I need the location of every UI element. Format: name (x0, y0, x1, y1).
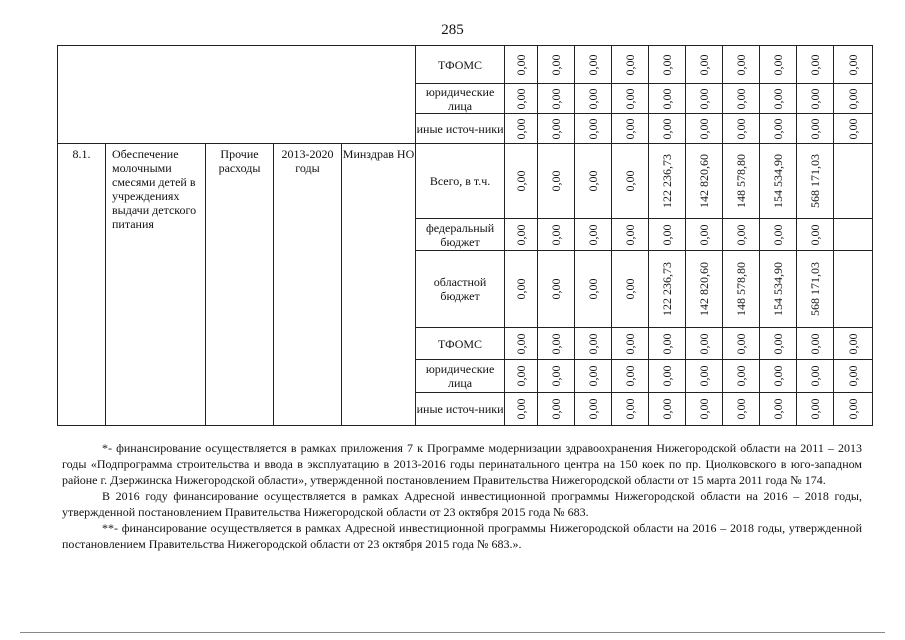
value-cell (505, 360, 538, 393)
value-cell (723, 46, 760, 84)
value-text: 0,00 (514, 88, 529, 109)
value-cell (538, 219, 575, 251)
value-text: 0,00 (771, 224, 786, 245)
value-cell (575, 219, 612, 251)
funding-source-cell: иные источ-ники (416, 393, 505, 426)
value-text: 0,00 (586, 88, 601, 109)
funding-source-cell: областной бюджет (416, 251, 505, 328)
value-text: 0,00 (514, 333, 529, 354)
value-text: 0,00 (623, 224, 638, 245)
value-cell (797, 360, 834, 393)
value-text: 0,00 (697, 365, 712, 387)
value-text: 0,00 (846, 118, 861, 139)
funding-source-cell: Всего, в т.ч. (416, 144, 505, 219)
value-cell (505, 144, 538, 219)
footnotes (62, 440, 862, 552)
continuation-blank-cell (58, 46, 416, 144)
expense-type-cell: Прочие расходы (206, 144, 274, 426)
value-text: 0,00 (549, 365, 564, 387)
value-text: 142 820,60 (697, 262, 712, 316)
value-cell (538, 84, 575, 114)
value-cell (723, 219, 760, 251)
value-text: 568 171,03 (808, 154, 823, 208)
value-cell (505, 251, 538, 328)
value-cell (686, 219, 723, 251)
value-text: 0,00 (549, 170, 564, 192)
value-cell (505, 219, 538, 251)
value-text: 0,00 (549, 224, 564, 245)
value-text: 0,00 (697, 54, 712, 75)
value-cell (723, 393, 760, 426)
value-cell (575, 328, 612, 360)
value-text: 0,00 (514, 54, 529, 75)
page-number: 285 (441, 22, 464, 38)
value-cell (760, 328, 797, 360)
value-text: 0,00 (660, 224, 675, 245)
value-text: 0,00 (734, 224, 749, 245)
value-cell (575, 84, 612, 114)
value-text: 0,00 (623, 88, 638, 109)
value-cell (797, 393, 834, 426)
value-cell (834, 46, 873, 84)
value-cell (686, 251, 723, 328)
value-text: 0,00 (514, 278, 529, 300)
value-cell (760, 251, 797, 328)
value-cell (834, 114, 873, 144)
value-cell (575, 114, 612, 144)
item-name-cell: Обеспечение молочными смесями детей в учреждениях выдачи детского питания (106, 144, 206, 426)
value-cell (612, 46, 649, 84)
value-text: 0,00 (660, 88, 675, 109)
value-text: 0,00 (808, 365, 823, 387)
value-cell (649, 328, 686, 360)
value-text: 0,00 (808, 54, 823, 75)
value-cell (649, 84, 686, 114)
value-text: 154 534,90 (771, 154, 786, 208)
value-text: 122 236,73 (660, 154, 675, 208)
value-text: 0,00 (514, 118, 529, 139)
value-cell (505, 328, 538, 360)
value-cell (760, 46, 797, 84)
value-text: 0,00 (771, 54, 786, 75)
value-text: 154 534,90 (771, 262, 786, 316)
value-cell (538, 393, 575, 426)
value-text: 0,00 (514, 398, 529, 420)
value-text: 0,00 (771, 333, 786, 354)
value-cell (686, 46, 723, 84)
value-cell (612, 144, 649, 219)
value-cell (723, 84, 760, 114)
period-cell: 2013-2020 годы (274, 144, 342, 426)
value-cell (575, 251, 612, 328)
value-text: 0,00 (808, 398, 823, 420)
value-text: 0,00 (697, 398, 712, 420)
funding-source-cell: иные источ-ники (416, 114, 505, 144)
value-text: 0,00 (549, 54, 564, 75)
value-text: 0,00 (623, 278, 638, 300)
value-cell (649, 219, 686, 251)
value-cell (760, 393, 797, 426)
value-cell (612, 393, 649, 426)
value-text: 0,00 (808, 333, 823, 354)
value-text: 0,00 (808, 224, 823, 245)
value-text: 0,00 (586, 333, 601, 354)
value-text: 0,00 (734, 54, 749, 75)
value-text: 0,00 (660, 54, 675, 75)
value-cell (797, 144, 834, 219)
value-text: 0,00 (771, 398, 786, 420)
value-cell (760, 84, 797, 114)
funding-source-cell: федеральный бюджет (416, 219, 505, 251)
value-cell (797, 328, 834, 360)
table-row (58, 144, 873, 219)
value-cell (723, 144, 760, 219)
value-text: 0,00 (623, 365, 638, 387)
value-cell (505, 46, 538, 84)
value-text: 0,00 (846, 88, 861, 109)
value-cell-empty (834, 219, 873, 251)
footnote-single-star: *- финансирование осуществляется в рамках приложения 7 к Программе модернизации здравоохранения Нижегородской области на 2011 – 2013 годы «Подпрограмма строительства и ввода в эксплуатацию в 2013-2016 годы перинатального центра на 150 коек по пр. Циолковского в юго-западном районе г. Дзержинска Нижегородской области», утвержденной постановлением Правительства Нижегородской области от 15 марта 2011 года № 174. (62, 441, 862, 487)
value-text: 0,00 (586, 118, 601, 139)
value-cell (797, 114, 834, 144)
value-cell (760, 360, 797, 393)
value-text: 0,00 (549, 118, 564, 139)
value-text: 0,00 (586, 278, 601, 300)
value-cell (612, 251, 649, 328)
value-cell (649, 114, 686, 144)
value-text: 0,00 (697, 118, 712, 139)
value-text: 0,00 (549, 88, 564, 109)
value-cell (612, 84, 649, 114)
value-text: 0,00 (586, 54, 601, 75)
funding-source-cell: юридические лица (416, 360, 505, 393)
value-text: 0,00 (623, 118, 638, 139)
value-cell (575, 360, 612, 393)
value-text: 0,00 (697, 333, 712, 354)
value-cell (538, 360, 575, 393)
value-text: 0,00 (514, 365, 529, 387)
value-cell (686, 114, 723, 144)
value-text: 0,00 (771, 88, 786, 109)
value-cell (538, 328, 575, 360)
value-text: 0,00 (660, 333, 675, 354)
value-cell (538, 251, 575, 328)
value-text: 0,00 (660, 118, 675, 139)
value-text: 0,00 (660, 398, 675, 420)
value-cell (834, 328, 873, 360)
value-cell (686, 328, 723, 360)
value-text: 0,00 (549, 398, 564, 420)
value-text: 0,00 (734, 365, 749, 387)
value-cell (612, 219, 649, 251)
value-text: 0,00 (586, 224, 601, 245)
value-text: 122 236,73 (660, 262, 675, 316)
value-cell (505, 84, 538, 114)
value-cell-empty (834, 144, 873, 219)
value-cell (686, 144, 723, 219)
value-text: 0,00 (623, 398, 638, 420)
value-text: 0,00 (846, 365, 861, 387)
executor-cell: Минздрав НО (342, 144, 416, 426)
value-cell (723, 251, 760, 328)
item-number-cell: 8.1. (58, 144, 106, 426)
value-text: 0,00 (734, 118, 749, 139)
value-text: 0,00 (771, 365, 786, 387)
value-text: 0,00 (846, 333, 861, 354)
funding-source-cell: юридические лица (416, 84, 505, 114)
value-cell (538, 46, 575, 84)
value-cell (723, 328, 760, 360)
value-text: 0,00 (846, 398, 861, 420)
value-cell (760, 144, 797, 219)
value-cell (612, 360, 649, 393)
value-cell (686, 393, 723, 426)
value-text: 148 578,80 (734, 262, 749, 316)
value-cell (834, 393, 873, 426)
value-cell (834, 84, 873, 114)
value-text: 0,00 (808, 118, 823, 139)
value-cell (723, 360, 760, 393)
value-cell (797, 251, 834, 328)
funding-source-cell: ТФОМС (416, 328, 505, 360)
value-cell (797, 84, 834, 114)
value-text: 0,00 (586, 170, 601, 192)
value-cell (649, 251, 686, 328)
value-text: 0,00 (734, 398, 749, 420)
value-text: 0,00 (808, 88, 823, 109)
value-text: 0,00 (514, 224, 529, 245)
value-text: 0,00 (586, 398, 601, 420)
table-row (58, 46, 873, 84)
value-text: 0,00 (586, 365, 601, 387)
value-text: 0,00 (734, 333, 749, 354)
value-cell (575, 46, 612, 84)
value-cell (797, 46, 834, 84)
value-cell (760, 114, 797, 144)
page-bottom-rule (20, 632, 885, 633)
value-text: 0,00 (660, 365, 675, 387)
value-cell (538, 144, 575, 219)
value-text: 0,00 (623, 170, 638, 192)
value-text: 0,00 (623, 54, 638, 75)
value-text: 0,00 (623, 333, 638, 354)
value-text: 0,00 (549, 333, 564, 354)
value-cell (649, 46, 686, 84)
value-cell (649, 144, 686, 219)
value-text: 568 171,03 (808, 262, 823, 316)
value-cell (686, 360, 723, 393)
value-text: 0,00 (697, 88, 712, 109)
value-cell-empty (834, 251, 873, 328)
value-text: 0,00 (549, 278, 564, 300)
value-text: 148 578,80 (734, 154, 749, 208)
value-cell (686, 84, 723, 114)
budget-table (57, 45, 873, 426)
value-cell (505, 114, 538, 144)
value-cell (575, 144, 612, 219)
value-cell (760, 219, 797, 251)
footnote-double-star: **- финансирование осуществляется в рамках Адресной инвестиционной программы Нижегородской области на 2016 – 2018 годы, утвержденной постановлением Правительства Нижегородской области от 23 октября 2015 года № 683.». (62, 521, 862, 551)
value-cell (538, 114, 575, 144)
value-cell (612, 328, 649, 360)
value-text: 0,00 (514, 170, 529, 192)
value-cell (723, 114, 760, 144)
footnote-2016: В 2016 году финансирование осуществляется в рамках Адресной инвестиционной программы Нижегородской области на 2016 – 2018 годы, утвержденной постановлением Правительства Нижегородской области от 23 октября 2015 года № 683. (62, 489, 862, 519)
value-cell (575, 393, 612, 426)
value-cell (649, 360, 686, 393)
value-text: 0,00 (734, 88, 749, 109)
value-text: 0,00 (697, 224, 712, 245)
value-cell (612, 114, 649, 144)
value-cell (505, 393, 538, 426)
value-cell (649, 393, 686, 426)
value-text: 0,00 (771, 118, 786, 139)
funding-source-cell: ТФОМС (416, 46, 505, 84)
value-text: 0,00 (846, 54, 861, 75)
value-text: 142 820,60 (697, 154, 712, 208)
value-cell (797, 219, 834, 251)
value-cell (834, 360, 873, 393)
